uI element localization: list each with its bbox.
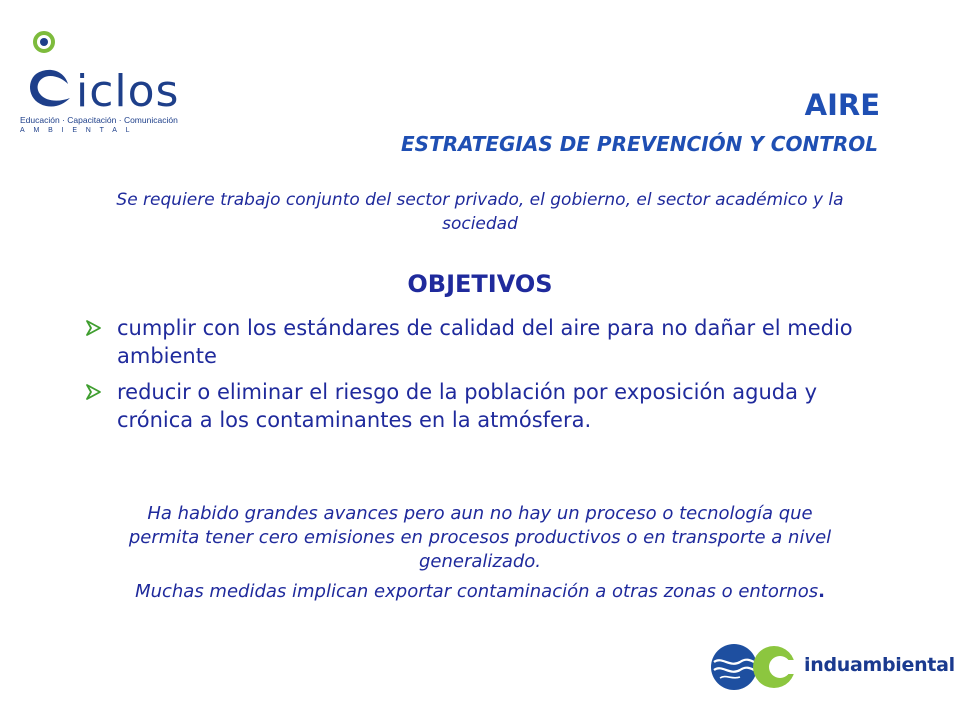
closing-period: . xyxy=(818,581,825,602)
induambiental-logo xyxy=(710,640,955,694)
induambiental-wordmark: induambiental xyxy=(804,654,955,676)
list-item xyxy=(84,314,884,370)
intro-text: Se requiere trabajo conjunto del sector privado, el gobierno, el sector académico y la sociedad xyxy=(116,190,844,234)
arrowhead-bullet-icon xyxy=(84,319,102,337)
list-item xyxy=(84,378,884,434)
objectives-heading: OBJETIVOS xyxy=(407,270,553,298)
induambiental-emblem-icon xyxy=(710,640,802,694)
ciclos-emblem-icon xyxy=(20,30,80,110)
objectives-list xyxy=(84,314,884,442)
closing-paragraph-2-text: Muchas medidas implican exportar contaminación a otras zonas o entornos xyxy=(135,581,819,602)
ciclos-wordmark: iclos xyxy=(76,66,180,117)
arrowhead-bullet-icon xyxy=(84,383,102,401)
ciclos-logo xyxy=(20,30,190,140)
objective-text: reducir o eliminar el riesgo de la población por exposición aguda y crónica a los contaminantes en la atmósfera. xyxy=(117,380,818,432)
slide-subtitle: ESTRATEGIAS DE PREVENCIÓN Y CONTROL xyxy=(401,132,878,156)
closing-paragraph-2 xyxy=(70,578,890,606)
objective-text: cumplir con los estándares de calidad del aire para no dañar el medio ambiente xyxy=(117,316,853,368)
ciclos-tagline: Educación · Capacitación · Comunicación xyxy=(20,115,178,125)
ciclos-tagline-ambiental: AMBIENTAL xyxy=(20,127,139,134)
closing-text xyxy=(70,502,890,606)
slide-title: AIRE xyxy=(804,88,880,122)
closing-paragraph-1: Ha habido grandes avances pero aun no hay un proceso o tecnología que permita tener cero emisiones en procesos productivos o en transporte a nivel generalizado. xyxy=(128,503,832,572)
